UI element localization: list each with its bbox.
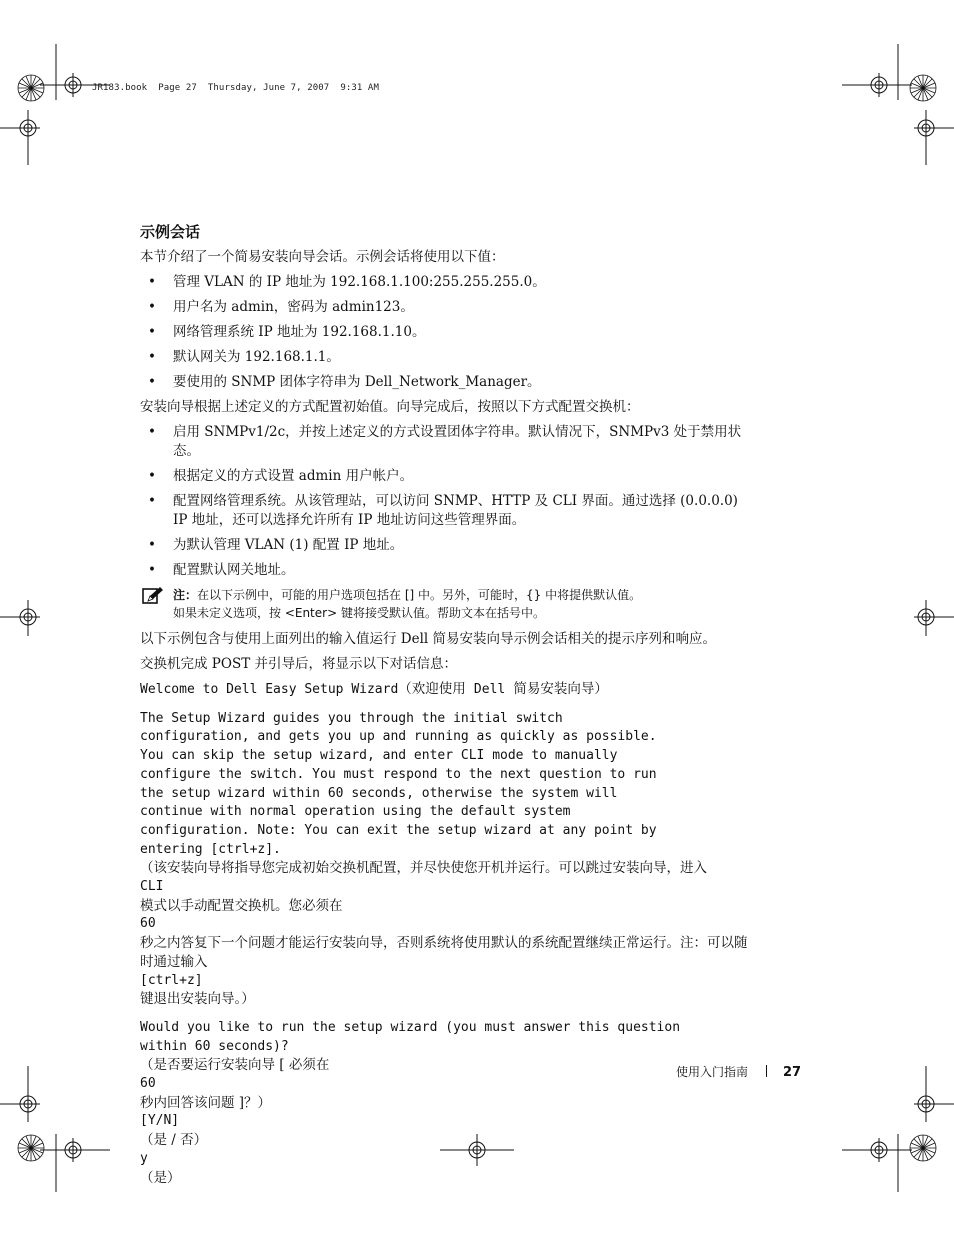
list-item: • 用户名为 admin，密码为 admin123。	[148, 299, 414, 315]
page-content	[140, 222, 755, 1197]
print-header: JR183.book Page 27 Thursday, June 7, 2007 9:31 AM	[92, 83, 379, 93]
list-item: • 配置默认网关地址。	[148, 562, 295, 578]
note-box	[140, 586, 755, 622]
note-line-2: 如果未定义选项，按 <Enter> 键将接受默认值。帮助文本在括号中。	[173, 606, 545, 620]
list-item: • 为默认管理 VLAN (1) 配置 IP 地址。	[148, 537, 404, 553]
bullet: •	[148, 537, 156, 553]
list-item: • 启用 SNMPv1/2c，并按上述定义的方式设置团体字符串。默认情况下，SNMPv3 处于禁用状态。	[148, 424, 742, 459]
intro-paragraph: 本节介绍了一个简易安装向导会话。示例会话将使用以下值：	[140, 249, 505, 265]
bullet: •	[148, 299, 156, 315]
bullet: •	[148, 468, 156, 484]
list-item: • 配置网络管理系统。从该管理站，可以访问 SNMP、HTTP 及 CLI 界面。通过选择 (0.0.0.0) IP 地址，还可以选择允许所有 IP 地址访问这些管理界面。	[148, 493, 738, 528]
question-line-3: [Y/N] （是 / 否） y （是）	[140, 1113, 208, 1186]
footer-divider	[766, 1065, 767, 1077]
setup-wizard-text: The Setup Wizard guides you through the initial switch configuration, and gets you up and running as quickly as possible. You can skip the setup wizard, and enter CLI mode to manually configure the switch. You must respond to the next question to run the setup wizard within 60 seconds, otherwise the system will continue with normal operation using the default system configuration. Note: You can exit the setup wizard at any point by entering [ctrl+z]. （该安装向导将指导您完成初始交换机配置，并尽快使您开机并运行。可以跳过安装向导，进入 CLI 模式以手动配置交换机。您必须在 60 秒之内答复下一个问题才能运行安装向导，否则系统将使用默认的系统配置继续正常运行。注：可以随时通过输入 [ctrl+z] 键退出安装向导。）	[140, 710, 755, 1009]
page-number: 27	[783, 1065, 802, 1080]
list-item: • 默认网关为 192.168.1.1。	[148, 349, 340, 365]
bullet: •	[148, 374, 156, 390]
bullet: •	[148, 562, 156, 578]
sample-intro: 以下示例包含与使用上面列出的输入值运行 Dell 简易安装向导示例会话相关的提示序列和响应。	[140, 631, 717, 647]
config-list	[140, 423, 755, 580]
list-item: • 要使用的 SNMP 团体字符串为 Dell_Network_Manager。	[148, 374, 541, 390]
list-item: • 根据定义的方式设置 admin 用户帐户。	[148, 468, 414, 484]
question-line-2: within 60 seconds)? （是否要运行安装向导 [ 必须在 60 秒内回答该问题 ]？）	[140, 1038, 330, 1111]
setup-translation: entering [ctrl+z]. （该安装向导将指导您完成初始交换机配置，并尽快使您开机并运行。可以跳过安装向导，进入 CLI 模式以手动配置交换机。您必须在 60 秒之内答复下一个问题才能运行安装向导，否则系统将使用默认的系统配置继续正常运行。注：可以随时通过输入 [ctrl+z] 键退出安装向导。）	[140, 841, 748, 1008]
note-line-1: 注：在以下示例中，可能的用户选项包括在 [] 中。另外，可能时，{} 中将提供默认值。	[173, 588, 642, 602]
post-intro: 交换机完成 POST 并引导后，将显示以下对话信息：	[140, 656, 457, 672]
pencil-note-icon	[142, 586, 164, 606]
setup-question: Would you like to run the setup wizard (you must answer this question within 60 seconds)? （是否要运行安装向导 [ 必须在 60 秒内回答该问题 ]？） [Y/N] （是 / 否） y （是）	[140, 1019, 755, 1187]
section-title: 示例会话	[140, 223, 201, 241]
list-item: • 网络管理系统 IP 地址为 192.168.1.10。	[148, 324, 426, 340]
welcome-line: Welcome to Dell Easy Setup Wizard（欢迎使用 Dell 简易安装向导）	[140, 681, 608, 697]
footer-label: 使用入门指南	[676, 1065, 749, 1079]
list-item: • 管理 VLAN 的 IP 地址为 192.168.1.100:255.255.255.0。	[148, 274, 546, 290]
bullet: •	[148, 274, 156, 290]
bullet: •	[148, 493, 156, 509]
values-list	[140, 273, 755, 392]
page-footer	[676, 1063, 801, 1080]
bullet: •	[148, 424, 156, 440]
bullet: •	[148, 349, 156, 365]
config-intro: 安装向导根据上述定义的方式配置初始值。向导完成后，按照以下方式配置交换机：	[140, 399, 640, 415]
bullet: •	[148, 324, 156, 340]
